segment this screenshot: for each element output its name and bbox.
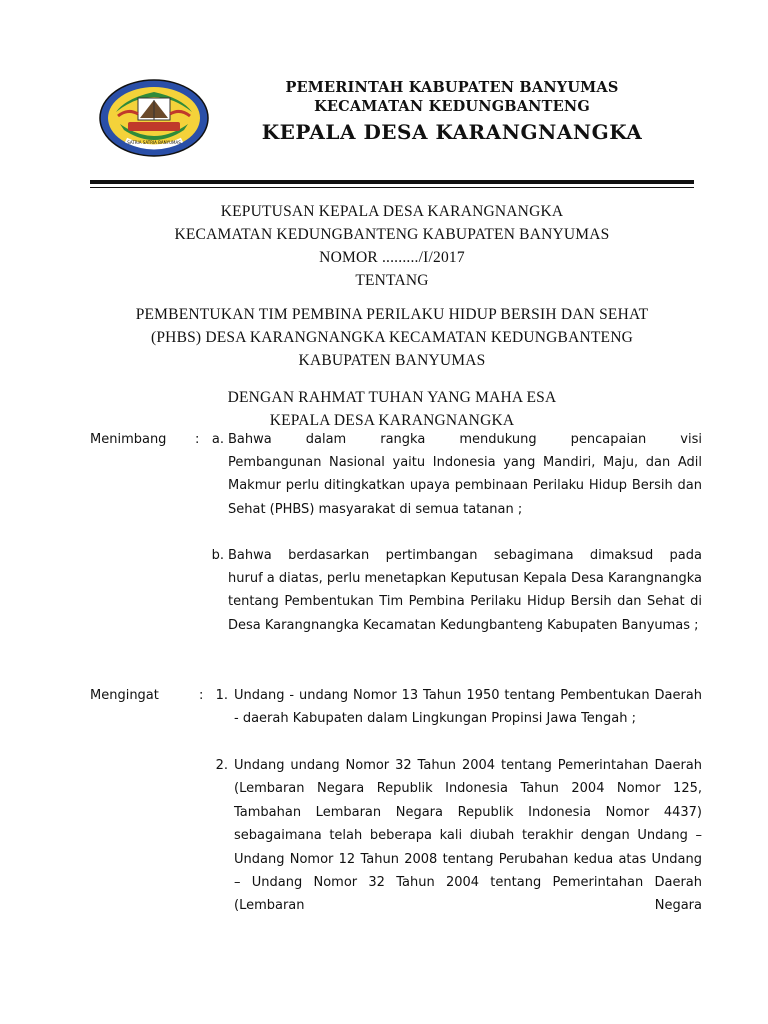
menimbang-item-b-text: huruf a diatas, perlu menetapkan Keputusan Kepala Desa Karangnangka tentang Pembentukan Tim Pembina Perilaku Hidup Bersih dan Sehat di Desa Karangnangka Kecamatan Kedungbanteng Kabupaten Banyumas ;	[228, 571, 702, 633]
decree-title-line-1: KEPUTUSAN KEPALA DESA KARANGNANGKA	[220, 203, 564, 220]
mengingat-label: Mengingat	[90, 688, 159, 703]
decree-title-block	[90, 200, 694, 432]
decree-subject-line-3: KABUPATEN BANYUMAS	[298, 352, 486, 369]
decree-title-line-2: KECAMATAN KEDUNGBANTENG KABUPATEN BANYUMAS	[174, 226, 610, 243]
decree-tentang: TENTANG	[355, 272, 429, 289]
mengingat-colon: :	[199, 688, 204, 703]
decree-blessing-line-2: KEPALA DESA KARANGNANGKA	[269, 412, 515, 429]
mengingat-item-1-text: Undang - undang Nomor 13 Tahun 1950 tentang Pembentukan Daerah - daerah Kabupaten dalam Lingkungan Propinsi Jawa Tengah ;	[234, 688, 702, 727]
mengingat-item-1-marker: 1.	[215, 688, 228, 703]
menimbang-item-a-first-line: Bahwa dalam rangka mendukung pencapaian visi	[228, 432, 702, 447]
letterhead-divider-thick	[90, 180, 694, 184]
menimbang-colon: :	[195, 432, 200, 447]
banyumas-regency-emblem-icon	[98, 78, 210, 158]
letterhead-district: KECAMATAN KEDUNGBANTENG	[314, 98, 590, 115]
menimbang-item-a-marker: a.	[211, 432, 224, 447]
decree-subject-line-1: PEMBENTUKAN TIM PEMBINA PERILAKU HIDUP BERSIH DAN SEHAT	[135, 306, 649, 323]
mengingat-item-2-text: Undang undang Nomor 32 Tahun 2004 tentang Pemerintahan Daerah (Lembaran Negara Republik Indonesia Tahun 2004 Nomor 125, Tambahan Lembaran Negara Republik Indonesia Nomor 4437) sebagaimana telah beberapa kali diubah terakhir dengan Undang – Undang Nomor 12 Tahun 2008 tentang Perubahan kedua atas Undang – Undang Nomor 32 Tahun 2004 tentang Pemerintahan Daerah (Lembaran Negara	[234, 758, 702, 914]
menimbang-label: Menimbang	[90, 432, 167, 447]
menimbang-item-b-marker: b.	[211, 548, 224, 563]
emblem-ribbon-text: SATRIA SATRIA BANYUMAS	[127, 140, 181, 145]
decree-number: NOMOR ........./I/2017	[319, 249, 465, 266]
mengingat-item-2-marker: 2.	[215, 758, 228, 773]
decree-blessing-line-1: DENGAN RAHMAT TUHAN YANG MAHA ESA	[227, 389, 557, 406]
menimbang-item-a-text: Pembangunan Nasional yaitu Indonesia yang Mandiri, Maju, dan Adil Makmur perlu ditingkatkan upaya pembinaan Perilaku Hidup Bersih dan Sehat (PHBS) masyarakat di semua tatanan ;	[228, 455, 702, 517]
letterhead-divider-thin	[90, 187, 694, 188]
decree-subject-line-2: (PHBS) DESA KARANGNANGKA KECAMATAN KEDUNGBANTENG	[151, 329, 633, 346]
menimbang-item-b-first-line: Bahwa berdasarkan pertimbangan sebagimana dimaksud pada	[228, 548, 702, 563]
letterhead-village-head: KEPALA DESA KARANGNANGKA	[261, 120, 643, 144]
letterhead-regency: PEMERINTAH KABUPATEN BANYUMAS	[285, 79, 619, 96]
letterhead	[232, 78, 672, 146]
